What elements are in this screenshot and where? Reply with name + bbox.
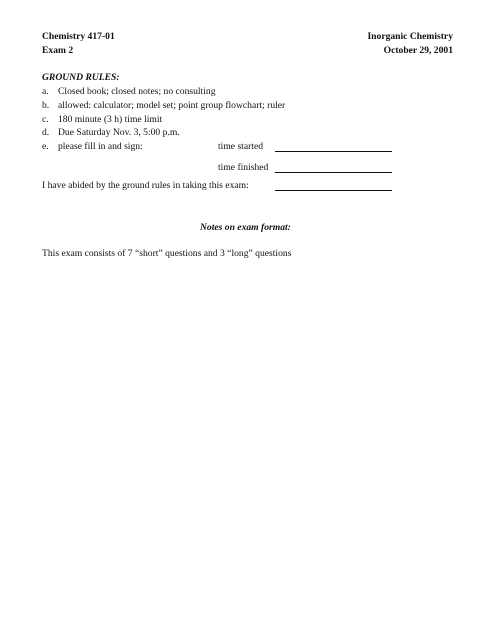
format-notes-text: This exam consists of 7 “short” questions and 3 “long” questions (42, 248, 292, 259)
rule-text: Closed book; closed notes; no consulting (58, 86, 216, 97)
course-subject: Inorganic Chemistry (367, 31, 453, 42)
rule-text: please fill in and sign: (58, 141, 143, 152)
rule-item-e (42, 141, 143, 153)
format-notes-heading: Notes on exam format: (200, 222, 291, 233)
course-number: Chemistry 417-01 (42, 31, 115, 42)
time-started-line[interactable] (275, 151, 392, 152)
signature-line[interactable] (275, 190, 392, 191)
rule-marker: e. (42, 141, 49, 152)
rule-marker: c. (42, 114, 49, 125)
abide-statement: I have abided by the ground rules in taking this exam: (42, 180, 249, 191)
time-finished-line[interactable] (275, 172, 392, 173)
rule-text: Due Saturday Nov. 3, 5:00 p.m. (58, 127, 180, 138)
time-started-label: time started (218, 141, 264, 152)
rule-text: 180 minute (3 h) time limit (58, 114, 163, 125)
rule-text: allowed: calculator; model set; point group flowchart; ruler (58, 100, 286, 111)
rule-item-b (42, 100, 286, 112)
ground-rules-heading: GROUND RULES: (42, 72, 120, 83)
exam-title: Exam 2 (42, 45, 74, 56)
rule-item-c (42, 114, 163, 126)
rule-marker: a. (42, 86, 49, 97)
rule-item-d (42, 127, 180, 139)
time-finished-label: time finished (218, 162, 269, 173)
rule-item-a (42, 86, 216, 98)
rule-marker: b. (42, 100, 50, 111)
rule-marker: d. (42, 127, 50, 138)
exam-date: October 29, 2001 (383, 45, 453, 56)
